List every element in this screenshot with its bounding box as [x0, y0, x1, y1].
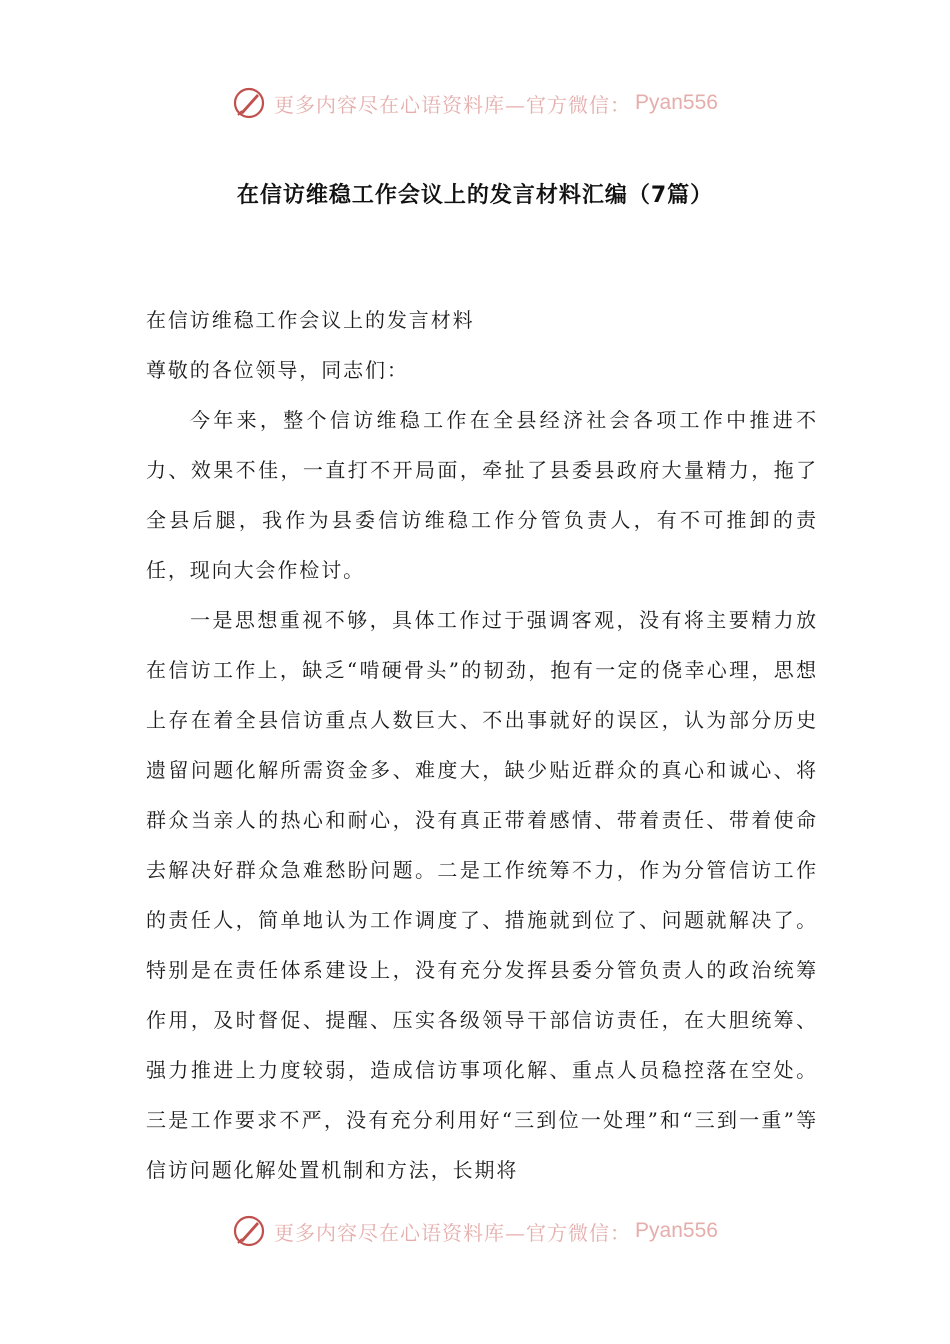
- paragraph-2: 一是思想重视不够，具体工作过于强调客观，没有将主要精力放在信访工作上，缺乏“啃硬骨头”的韧劲，抱有一定的侥幸心理，思想上存在着全县信访重点人数巨大、不出事就好的误区，认为部分历史遗留问题化解所需资金多、难度大，缺少贴近群众的真心和诚心、将群众当亲人的热心和耐心，没有真正带着感情、带着责任、带着使命去解决好群众急难愁盼问题。二是工作统筹不力，作为分管信访工作的责任人，简单地认为工作调度了、措施就到位了、问题就解决了。特别是在责任体系建设上，没有充分发挥县委分管负责人的政治统筹作用，及时督促、提醒、压实各级领导干部信访责任，在大胆统筹、强力推进上力度较弱，造成信访事项化解、重点人员稳控落在空处。三是工作要求不严，没有充分利用好“三到位一处理”和“三到一重”等信访问题化解处置机制和方法，长期将: [146, 608, 818, 1182]
- quill-logo-icon: [232, 86, 266, 120]
- watermark-text: 更多内容尽在心语资料库—官方微信：: [274, 1220, 632, 1245]
- document-title: 在信访维稳工作会议上的发言材料汇编（7篇）: [236, 183, 714, 208]
- watermark-banner-top: [0, 83, 950, 123]
- paragraph-1: 今年来，整个信访维稳工作在全县经济社会各项工作中推进不力、效果不佳，一直打不开局面，牵扯了县委县政府大量精力，拖了全县后腿，我作为县委信访维稳工作分管负责人，有不可推卸的责任，现向大会作检讨。: [146, 408, 818, 582]
- watermark-wechat-id: Pyan556: [635, 1219, 718, 1242]
- document-body: [146, 295, 818, 1195]
- watermark-wechat-id: Pyan556: [635, 91, 718, 114]
- watermark-banner-bottom: [0, 1211, 950, 1251]
- document-subtitle: 在信访维稳工作会议上的发言材料: [146, 308, 475, 332]
- quill-logo-icon: [232, 1214, 266, 1248]
- salutation: 尊敬的各位领导，同志们：: [146, 358, 409, 382]
- watermark-text: 更多内容尽在心语资料库—官方微信：: [274, 92, 632, 117]
